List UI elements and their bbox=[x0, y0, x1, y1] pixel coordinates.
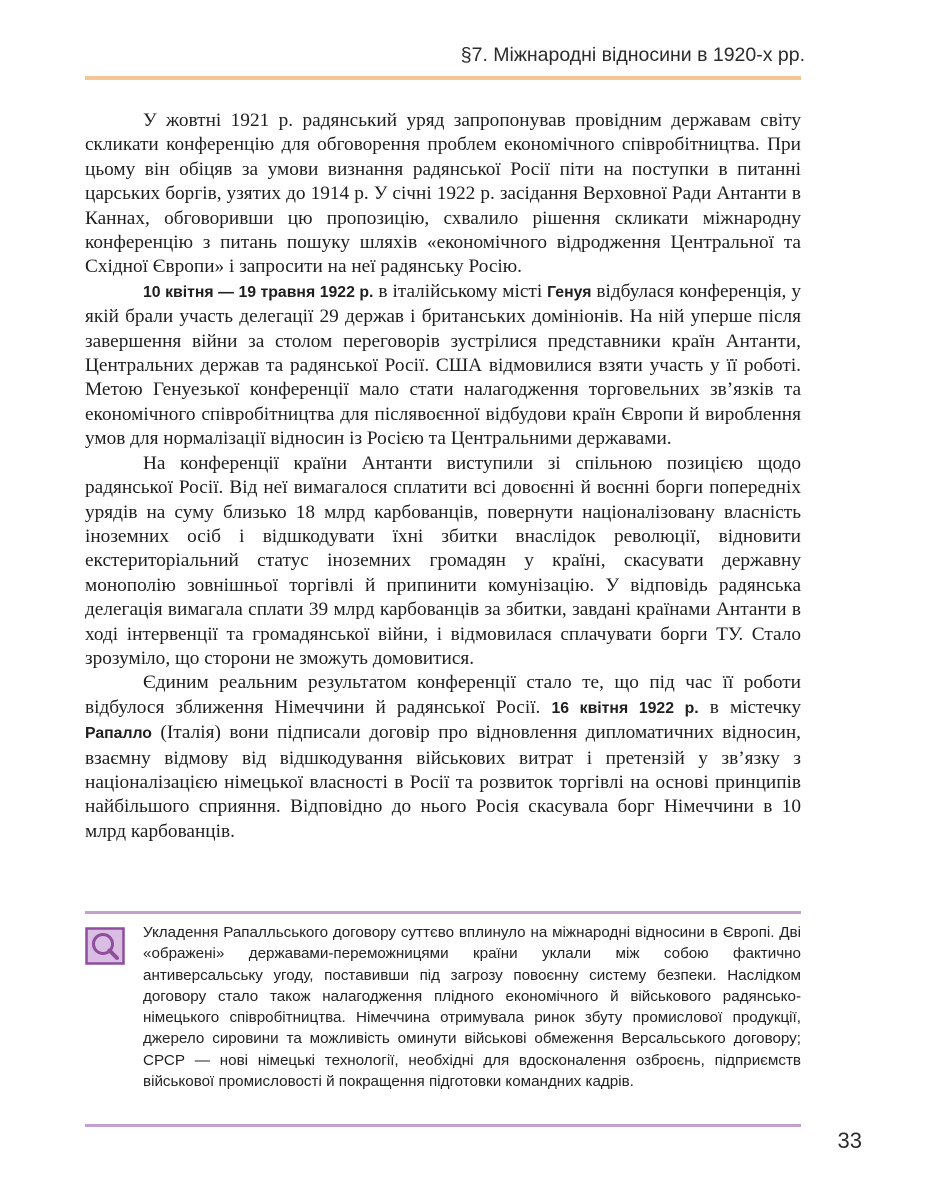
paragraph-4-part-a: Єдиним реальним результатом конференції стало те, що під час її роботи відбулося зближення Німеччини й радянської Росії. bbox=[85, 672, 801, 718]
paragraph-1: У жовтні 1921 р. радянський уряд запропонував провідним державам світу скликати конференцію для обговорення проблем економічного співробітництва. При цьому він обіцяв за умови визнання радянської Росії піти на поступки в питанні царських боргів, узятих до 1914 р. У січні 1922 р. засідання Верховної Ради Антанти в Каннах, обговоривши цю пропозицію, схвалило рішення скликати міжнародну конференцію з питань пошуку шляхів «економічного відродження Центральної та Східної Європи» і запросити на неї радянську Росію. bbox=[85, 110, 801, 278]
paragraph-2-part-a: в італійському місті bbox=[373, 280, 548, 302]
rapallo-city: Рапалло bbox=[85, 725, 152, 743]
magnifier-icon bbox=[85, 927, 125, 965]
paragraph-3: На конференції країни Антанти виступили зі спільною позицією щодо радянської Росії. Від неї вимагалося сплатити всі довоєнні й воєнні борги попередніх урядів на суму близько 18 млрд карбованців, повернути націоналізовану власність іноземних осіб і відшкодувати їхні збитки внаслідок революції, відновити екстериторіальний статус іноземних громадян у країні, скасувати державну монополію зовнішньої торгівлі й припинити комунізацію. У відповідь радянська делегація вимагала сплати 39 млрд карбованців за збитки, завдані країнами Антанти в ході інтервенції та громадянської війни, і відмовилася сплачувати борги ТУ. Стало зрозуміло, що сторони не зможуть домовитися. bbox=[85, 452, 801, 669]
genoa-dates: 10 квітня — 19 травня 1922 р. bbox=[143, 283, 374, 301]
running-header-title: §7. Міжнародні відносини в 1920-х рр. bbox=[460, 44, 805, 66]
paragraph-2-part-b: відбулася конференція, у якій брали участь делегації 29 держав і британських домініонів. На ній уперше після завершення війни за столом переговорів зустрілися представники країн Антанти, Центральних держав та радянської Росії. США відмовилися взяти участь у її роботі. Метою Генуезької конференції мало стати налагодження торговельних зв’язків та економічного співробітництва для післявоєнної відбудови країн Європи й вироблення умов для нормалізації відносин із Росією та Центральними державами. bbox=[85, 280, 801, 450]
paragraph-4-part-b: в містечку bbox=[698, 696, 801, 718]
rapallo-date: 16 квітня 1922 р. bbox=[551, 699, 699, 717]
paragraph-4 bbox=[85, 671, 801, 844]
note-top-rule bbox=[85, 911, 801, 914]
note-bottom-rule bbox=[85, 1124, 801, 1127]
paragraph-2 bbox=[85, 280, 801, 452]
genoa-city: Генуя bbox=[547, 283, 592, 301]
main-text bbox=[85, 109, 801, 844]
paragraph-4-part-c: (Італія) вони підписали договір про відновлення дипломатичних відносин, взаємну відмову від відшкодування військових витрат і претензій у зв’язку з націоналізацією німецької власності в Росії та розвиток торгівлі на основі принципів найбільшого сприяння. Відповідно до нього Росія скасувала борг Німеччини в 10 млрд карбованців. bbox=[85, 722, 801, 842]
note-text: Укладення Рапалльського договору суттєво вплинуло на міжнародні відносини в Європі. Дві «ображені» державами-переможницями країни уклали між собою фактично антиверсальську угоду, поставивши під загрозу повоєнну систему безпеки. Наслідком договору стало також налагодження плідного економічного й військового радянсько-німецького співробітництва. Німеччина отримувала ринок збуту промислової продукції, джерело сировини та можливість оминути військові обмеження Версальського договору; СРСР — нові німецькі технології, необхідні для вдосконалення озброєнь, підприємств військової промисловості й покращення підготовки командних кадрів. bbox=[143, 924, 801, 1091]
page-number: 33 bbox=[837, 1128, 862, 1153]
header-rule bbox=[85, 76, 801, 80]
